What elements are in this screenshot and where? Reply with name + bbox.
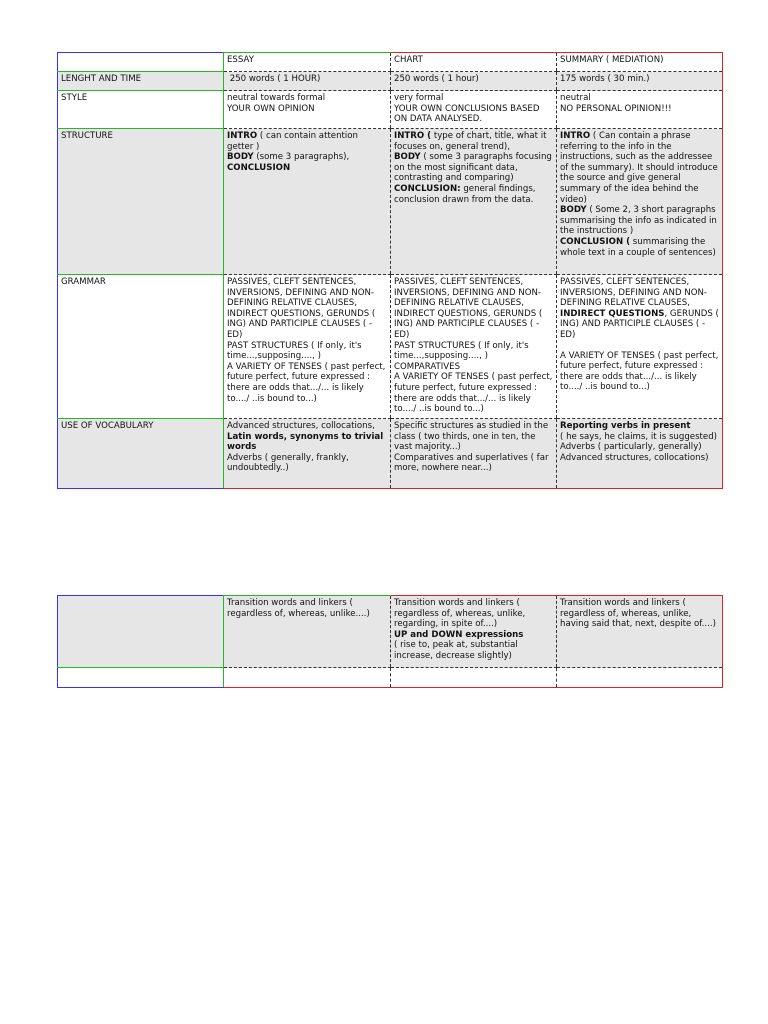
vocab-line: Adverbs ( particularly, generally) (560, 442, 702, 453)
cell-summary-style (557, 91, 723, 129)
cell-chart-length: 250 words ( 1 hour) (391, 72, 557, 91)
intro-keyword: INTRO ( (394, 131, 432, 141)
grammar-line: PASSIVES, CLEFT SENTENCES, INVERSIONS, DEFINING AND NON-DEFINING RELATIVE CLAUSES, INDIRECT QUESTIONS, GERUNDS ( ING) AND PARTICIPLE CLAUSES ( -ED) (394, 277, 543, 340)
cell-essay-vocabulary (224, 419, 391, 489)
row-style (58, 91, 723, 129)
linkers-line: Transition words and linkers ( regardless of, whereas, unlike, regarding, in spite of....) (394, 598, 526, 630)
cell-essay-structure (224, 129, 391, 275)
vocab-keyword: Reporting verbs in present (560, 421, 691, 431)
vocab-line: Advanced structures, collocations, (227, 421, 375, 431)
chart-style-line: very formal (394, 93, 444, 103)
chart-conclusion (394, 184, 553, 205)
cell-summary-vocabulary (557, 419, 723, 489)
summary-style-line: neutral (560, 93, 591, 103)
header-empty-cell (58, 53, 224, 72)
body-text: ( Some 2, 3 short paragraphs summarising the info as indicated in the instructions ) (560, 205, 717, 237)
intro-text: ( Can contain a phrase referring to the info in the instructions, such as the addressee of the summary). It should introduce the source and give general summary of the idea behind the video) (560, 131, 718, 205)
essay-style-line: neutral towards formal (227, 93, 326, 103)
indirect-questions-keyword: INDIRECT QUESTIONS (560, 308, 665, 319)
cell-summary-grammar (557, 275, 723, 419)
summary-intro (560, 131, 719, 205)
grammar-line (560, 309, 719, 341)
row-linkers (58, 596, 723, 668)
body-keyword: BODY (227, 152, 254, 163)
comparison-table (57, 52, 723, 489)
header-essay: ESSAY (224, 53, 391, 72)
cell-essay-style (224, 91, 391, 129)
header-summary: SUMMARY ( MEDIATION) (557, 53, 723, 72)
vocab-line: ( he says, he claims, it is suggested) (560, 431, 718, 442)
grammar-line: PAST STRUCTURES ( If only, it's time...,supposing...., ) (394, 340, 529, 362)
grammar-line: A VARIETY OF TENSES ( past perfect, future perfect, future expressed : there are odds that.../... is likely to..../ ..is bound to...) (394, 372, 553, 415)
cell-chart-style (391, 91, 557, 129)
summary-body (560, 205, 719, 237)
grammar-text: , GERUNDS ( ING) AND PARTICIPLE CLAUSES ( -ED) (560, 308, 719, 340)
intro-text: ( can contain attention getter ) (227, 131, 359, 152)
row-vocabulary (58, 419, 723, 489)
essay-style-line: YOUR OWN OPINION (227, 103, 315, 114)
body-text: (some 3 paragraphs), (253, 152, 350, 163)
cell-summary-structure (557, 129, 723, 275)
cell-chart-vocabulary (391, 419, 557, 489)
conclusion-text: general findings, conclusion drawn from the data. (394, 183, 536, 205)
chart-style-line: YOUR OWN CONCLUSIONS BASED ON DATA ANALYSED. (394, 103, 540, 125)
row-grammar (58, 275, 723, 419)
vocab-line: Comparatives and superlatives ( far more, nowhere near...) (394, 452, 549, 474)
cell-summary-length: 175 words ( 30 min.) (557, 72, 723, 91)
row-label-grammar: GRAMMAR (58, 275, 224, 419)
conclusion-text: summarising the whole text in a couple of sentences) (560, 236, 716, 258)
intro-text: type of chart, title, what it focuses on, general trend), (394, 131, 547, 152)
linkers-line: ( rise to, peak at, substantial increase, decrease slightly) (394, 640, 518, 661)
intro-keyword: INTRO (560, 131, 591, 141)
empty-cell (224, 668, 391, 688)
grammar-line: A VARIETY OF TENSES ( past perfect, future perfect, future expressed : there are odds that.../... is likely to..../ ..is bound to...) (227, 361, 386, 404)
essay-conclusion (227, 163, 387, 174)
vocab-line: Adverbs ( generally, frankly, undoubtedly..) (227, 452, 349, 474)
chart-body (394, 152, 553, 184)
body-keyword: BODY (560, 205, 587, 216)
empty-cell (391, 668, 557, 688)
vocab-line: Advanced structures, collocations) (560, 452, 709, 463)
summary-style-line: NO PERSONAL OPINION!!! (560, 103, 672, 114)
empty-cell (557, 668, 723, 688)
linkers-table (57, 595, 723, 688)
body-text: ( some 3 paragraphs focusing on the most significant data, contrasting and comparing) (394, 152, 552, 184)
header-chart: CHART (391, 53, 557, 72)
essay-intro (227, 131, 387, 152)
header-row (58, 53, 723, 72)
summary-conclusion (560, 237, 719, 258)
row-label-length: LENGHT AND TIME (58, 72, 224, 91)
body-keyword: BODY (394, 152, 421, 163)
row-structure (58, 129, 723, 275)
cell-summary-linkers: Transition words and linkers ( regardless of, whereas, unlike, having said that, next, despite of....) (557, 596, 723, 668)
row-length (58, 72, 723, 91)
conclusion-keyword: CONCLUSION: (394, 183, 461, 194)
grammar-line: PASSIVES, CLEFT SENTENCES, INVERSIONS, DEFINING AND NON-DEFINING RELATIVE CLAUSES, INDIRECT QUESTIONS, GERUNDS ( ING) AND PARTICIPLE CLAUSES ( -ED) (227, 277, 376, 340)
cell-essay-grammar (224, 275, 391, 419)
intro-keyword: INTRO (227, 131, 258, 141)
up-down-keyword: UP and DOWN expressions (394, 629, 524, 640)
grammar-line: A VARIETY OF TENSES ( past perfect, future perfect, future expressed : there are odds that.../... is likely to..../ ..is bound to...) (560, 350, 719, 393)
row-empty (58, 668, 723, 688)
cell-chart-grammar (391, 275, 557, 419)
row-label-style: STYLE (58, 91, 224, 129)
conclusion-keyword: CONCLUSION (227, 162, 291, 173)
row-label-vocabulary: USE OF VOCABULARY (58, 419, 224, 489)
grammar-line: PAST STRUCTURES ( If only, it's time...,supposing...., ) (227, 340, 362, 362)
grammar-line: COMPARATIVES (394, 361, 461, 372)
row-label-empty (58, 596, 224, 668)
essay-body (227, 152, 387, 163)
conclusion-keyword: CONCLUSION ( (560, 236, 631, 247)
vocab-line: Specific structures as studied in the class ( two thirds, one in ten, the vast majority...) (394, 421, 549, 453)
cell-essay-linkers: Transition words and linkers ( regardless of, whereas, unlike....) (224, 596, 391, 668)
empty-cell (58, 668, 224, 688)
row-label-structure: STRUCTURE (58, 129, 224, 275)
cell-chart-structure (391, 129, 557, 275)
chart-intro (394, 131, 553, 152)
cell-essay-length: 250 words ( 1 HOUR) (224, 72, 391, 91)
grammar-line: PASSIVES, CLEFT SENTENCES, INVERSIONS, DEFINING AND NON-DEFINING RELATIVE CLAUSES, (560, 277, 708, 309)
vocab-keyword: Latin words, synonyms to trivial words (227, 431, 384, 453)
cell-chart-linkers (391, 596, 557, 668)
